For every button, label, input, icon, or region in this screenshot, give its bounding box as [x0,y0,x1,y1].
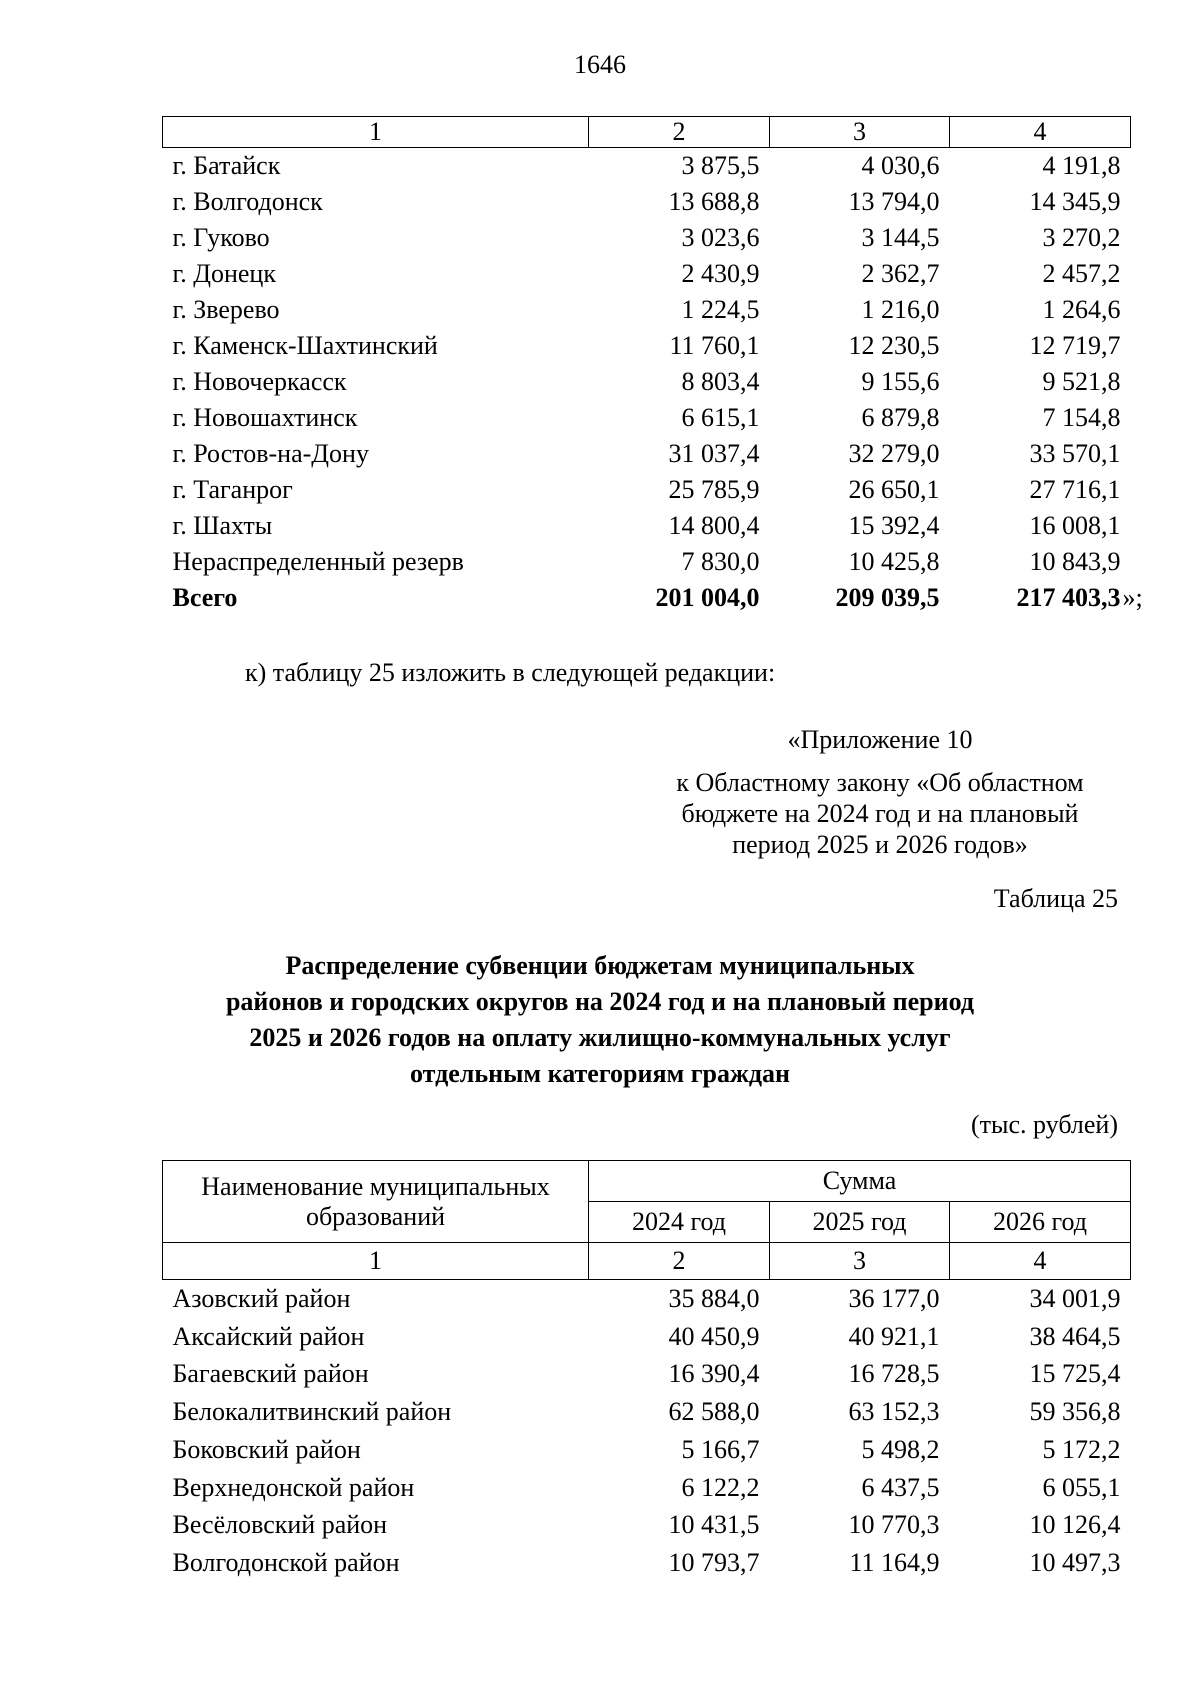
table-row [163,1544,1131,1582]
municipality-name: Волгодонской район [172,1547,400,1577]
municipality-name: Белокалитвинский район [172,1397,452,1427]
table-row [163,256,1131,292]
appendix-line: к Областному закону «Об областном [676,768,1084,797]
table-row [163,220,1131,256]
total-label: Всего [172,583,238,612]
municipality-name: г. Каменск-Шахтинский [172,331,438,360]
table-title-line: Распределение субвенции бюджетам муниципальных [285,951,915,980]
total-2026-cell [950,580,1143,616]
column-header-2025: 2025 год [770,1202,950,1243]
value-2024: 13 688,8 [668,187,760,216]
value-2024: 25 785,9 [668,475,760,504]
subvention-table [162,1160,1131,1582]
table-row [163,292,1131,328]
value-2026: 15 725,4 [1029,1359,1121,1389]
value-2024: 7 830,0 [681,547,760,576]
value-2026: 38 464,5 [1029,1321,1121,1351]
value-2025: 15 392,4 [848,511,940,540]
value-2026: 6 055,1 [1042,1472,1121,1502]
value-2026: 10 843,9 [1029,547,1121,576]
value-2024: 3 875,5 [681,151,760,180]
table-row [163,1469,1131,1507]
value-2025: 3 144,5 [861,223,940,252]
table-row [163,364,1131,400]
amendment-instruction: к) таблицу 25 изложить в следующей редакции: [245,658,776,687]
value-2026: 27 716,1 [1029,475,1121,504]
units-label: (тыс. рублей) [970,1110,1118,1139]
value-2024: 62 588,0 [668,1397,760,1427]
municipality-name: Азовский район [172,1284,351,1313]
value-2026: 3 270,2 [1042,223,1121,252]
municipality-name: Боковский район [172,1434,361,1464]
value-2024: 1 224,5 [681,295,760,324]
table-row [163,184,1131,220]
value-2024: 40 450,9 [668,1321,760,1351]
municipality-name: г. Новошахтинск [172,403,358,432]
appendix-line: бюджете на 2024 год и на плановый [681,799,1079,828]
table-row [163,1355,1131,1393]
column-number-1: 1 [163,117,589,148]
appendix-line: период 2025 и 2026 годов» [732,830,1028,859]
value-2024: 35 884,0 [668,1284,760,1313]
closing-quote-suffix: »; [1122,583,1143,612]
value-2026: 14 345,9 [1029,187,1121,216]
municipality-name: Весёловский район [172,1510,388,1540]
value-2026: 12 719,7 [1029,331,1121,360]
total-2025: 209 039,5 [835,583,940,612]
value-2026: 2 457,2 [1042,259,1121,288]
value-2026: 9 521,8 [1042,367,1121,396]
table-title [100,948,1100,1092]
value-2025: 4 030,6 [861,151,940,180]
value-2024: 10 431,5 [668,1510,760,1540]
column-header-2026: 2026 год [950,1202,1131,1243]
table-row [163,1431,1131,1469]
page-number: 1646 [574,50,626,79]
municipality-name: г. Батайск [172,151,281,180]
table-row [163,508,1131,544]
value-2025: 9 155,6 [861,367,940,396]
value-2025: 32 279,0 [848,439,940,468]
value-2025: 12 230,5 [848,331,940,360]
column-number-4: 4 [950,1243,1131,1280]
municipality-name: г. Зверево [172,295,280,324]
value-2026: 7 154,8 [1042,403,1121,432]
value-2025: 11 164,9 [849,1547,940,1577]
value-2024: 8 803,4 [681,367,760,396]
subvention-table-body [163,1280,1131,1582]
column-number-4: 4 [950,117,1131,148]
value-2024: 6 615,1 [681,403,760,432]
value-2026: 10 497,3 [1029,1547,1121,1577]
continuation-table [162,116,1143,616]
value-2026: 59 356,8 [1029,1397,1121,1427]
value-2024: 11 760,1 [669,331,760,360]
table-row [163,436,1131,472]
value-2025: 13 794,0 [848,187,940,216]
value-2025: 10 425,8 [848,547,940,576]
value-2025: 10 770,3 [848,1510,940,1540]
table-row [163,472,1131,508]
continuation-table-body [163,148,1143,617]
table-row [163,544,1131,580]
column-number-3: 3 [770,117,950,148]
value-2025: 36 177,0 [848,1284,940,1313]
value-2024: 10 793,7 [668,1547,760,1577]
table-title-line: отдельным категориям граждан [410,1059,790,1088]
column-header-2024: 2024 год [589,1202,770,1243]
appendix-title: «Приложение 10 [787,725,973,754]
column-number-2: 2 [589,117,770,148]
value-2024: 2 430,9 [681,259,760,288]
municipality-name: Аксайский район [172,1321,365,1351]
municipality-name: г. Гуково [172,223,270,252]
value-2024: 5 166,7 [681,1434,760,1464]
total-2026: 217 403,3 [1016,583,1121,612]
municipality-name: г. Волгодонск [172,187,323,216]
value-2025: 1 216,0 [861,295,940,324]
value-2025: 63 152,3 [848,1397,940,1427]
total-row [163,580,1131,616]
appendix-reference [640,767,1120,860]
value-2026: 33 570,1 [1029,439,1121,468]
value-2024: 16 390,4 [668,1359,760,1389]
table-row [163,1280,1131,1318]
municipality-name: г. Таганрог [172,475,293,504]
column-number-3: 3 [770,1243,950,1280]
municipality-name: г. Ростов-на-Дону [172,439,369,468]
value-2024: 3 023,6 [681,223,760,252]
municipality-name: г. Шахты [172,511,273,540]
municipality-name: г. Донецк [172,259,276,288]
value-2025: 5 498,2 [861,1434,940,1464]
column-number-1: 1 [163,1243,589,1280]
value-2025: 26 650,1 [848,475,940,504]
column-header-sum: Сумма [589,1161,1131,1202]
table-row [163,1393,1131,1431]
table-label: Таблица 25 [993,884,1118,913]
municipality-name: Нераспределенный резерв [172,547,464,576]
value-2026: 4 191,8 [1042,151,1121,180]
value-2025: 16 728,5 [848,1359,940,1389]
value-2026: 16 008,1 [1029,511,1121,540]
municipality-name: г. Новочеркасск [172,367,347,396]
municipality-name: Багаевский район [172,1359,369,1389]
table-row [163,1506,1131,1544]
table-row [163,328,1131,364]
value-2024: 31 037,4 [668,439,760,468]
value-2024: 14 800,4 [668,511,760,540]
value-2026: 34 001,9 [1029,1284,1121,1313]
column-header-name: Наименование муниципальных образований [163,1161,589,1243]
table-row [163,400,1131,436]
value-2025: 6 879,8 [861,403,940,432]
value-2026: 1 264,6 [1042,295,1121,324]
table-row [163,1318,1131,1356]
value-2025: 40 921,1 [848,1321,940,1351]
value-2026: 10 126,4 [1029,1510,1121,1540]
value-2025: 2 362,7 [861,259,940,288]
total-2024: 201 004,0 [655,583,760,612]
value-2025: 6 437,5 [861,1472,940,1502]
table-row [163,148,1131,185]
column-number-2: 2 [589,1243,770,1280]
municipality-name: Верхнедонской район [172,1472,415,1502]
table-title-line: районов и городских округов на 2024 год и на плановый период [225,987,975,1016]
value-2026: 5 172,2 [1042,1434,1121,1464]
value-2024: 6 122,2 [681,1472,760,1502]
table-title-line: 2025 и 2026 годов на оплату жилищно-коммунальных услуг [249,1023,951,1052]
